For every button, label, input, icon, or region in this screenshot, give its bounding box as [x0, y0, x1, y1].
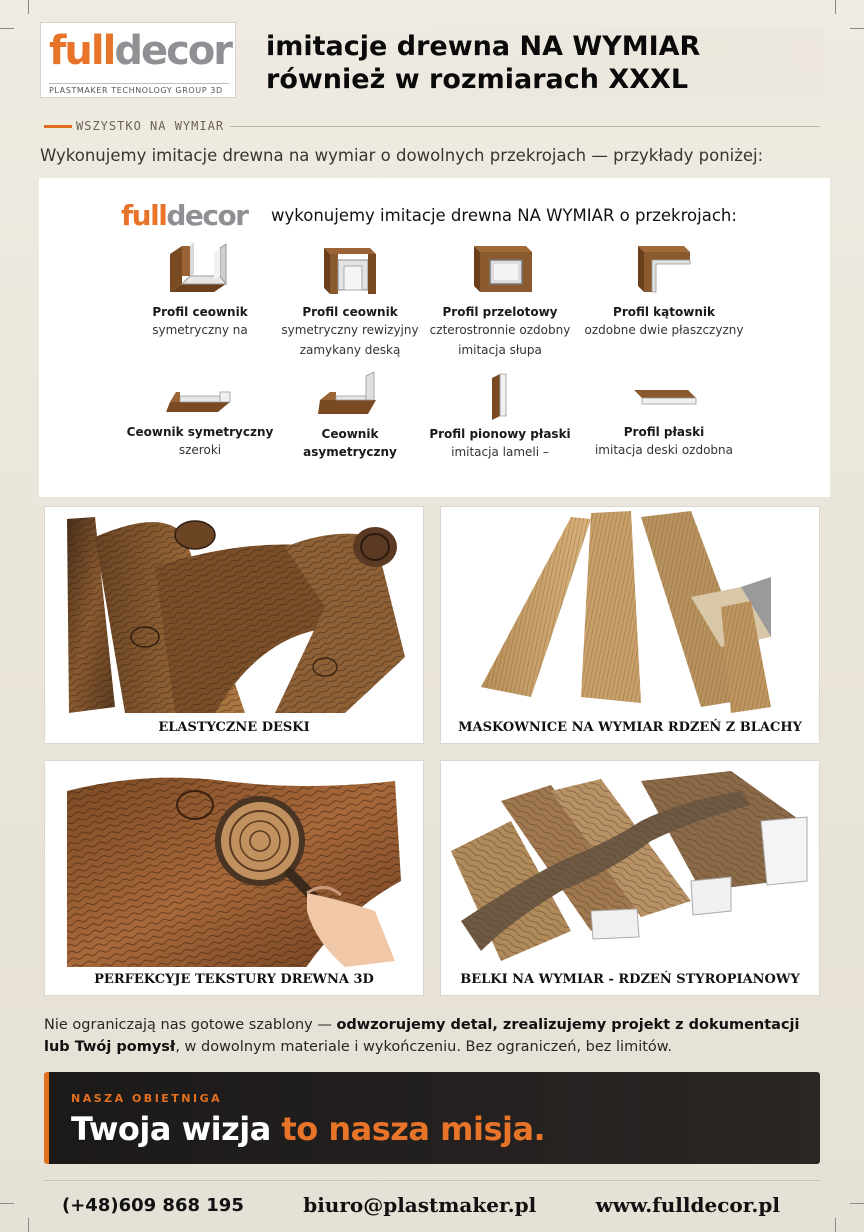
crop-mark [0, 1203, 14, 1204]
profile-name: Profil kątownik [613, 305, 715, 319]
profile-name: Profil ceownik [302, 305, 398, 319]
profile-desc: symetryczny na [152, 323, 248, 337]
tile-masking-profiles [440, 506, 820, 744]
headline [250, 30, 824, 96]
profile-item [415, 240, 585, 360]
section-tag-accent [44, 125, 72, 128]
foam-core-beams-image [441, 761, 819, 967]
tile-caption: PERFEKCYJE TEKSTURY DREWNA 3D [94, 972, 374, 987]
headline-line-1: imitacje drewna NA WYMIAR [266, 31, 701, 62]
tile-caption: BELKI NA WYMIAR - RDZEŃ STYROPIANOWY [460, 972, 800, 987]
panel-logo-decor: decor [166, 199, 248, 232]
wooden-covers-image [441, 507, 819, 715]
profiles-panel-title: wykonujemy imitacje drewna NA WYMIAR o przekrojach: [271, 206, 737, 225]
crop-mark [835, 1218, 836, 1232]
logo-tagline: PLASTMAKER TECHNOLOGY GROUP 3D [49, 83, 229, 95]
logo-decor-text: decor [114, 28, 231, 74]
tile-caption: ELASTYCZNE DESKI [158, 720, 310, 735]
profile-name: Ceownik symetryczny [126, 425, 274, 439]
magnifier-wood-image [45, 761, 423, 967]
profiles-panel [39, 178, 830, 497]
section-tag-text: WSZYSTKO NA WYMIAR [76, 119, 225, 133]
panel-logo-full: full [121, 199, 167, 232]
profile-desc: ozdobne dwie płaszczyzny [584, 323, 744, 337]
profile-desc-2: zamykany deską [299, 343, 401, 357]
contact-footer [44, 1190, 820, 1220]
box-profile-icon [460, 240, 540, 298]
profile-name: Profil pionowy płaski [429, 427, 571, 441]
section-tag [44, 117, 820, 135]
panel-logo [121, 200, 248, 232]
website-link[interactable]: www.fulldecor.pl [595, 1193, 780, 1217]
profile-item [415, 370, 585, 462]
profile-name: Ceownik [321, 427, 379, 441]
crop-mark [850, 28, 864, 29]
tile-flexible-boards [44, 506, 424, 744]
wood-planks-image [45, 507, 423, 715]
wide-channel-profile-icon [160, 378, 240, 418]
closing-text [44, 1014, 824, 1058]
profile-item [579, 240, 749, 340]
tile-caption: MASKOWNICE NA WYMIAR RDZEŃ Z BLACHY [458, 720, 802, 735]
banner-slogan-white: Twoja wizja [71, 1110, 282, 1148]
intro-text: Wykonujemy imitacje drewna na wymiar o dowolnych przekrojach — przykłady poniżej: [40, 146, 764, 165]
asymmetric-channel-profile-icon [310, 370, 390, 420]
profile-desc: asymetryczny [303, 445, 397, 459]
section-tag-rule [230, 126, 820, 127]
closing-part-2: , w dowolnym materiale i wykończeniu. Bez ograniczeń, bez limitów. [175, 1039, 672, 1055]
profile-name: Profil ceownik [152, 305, 248, 319]
fulldecor-logo [40, 22, 236, 98]
profile-item [115, 240, 285, 340]
profile-item [579, 378, 749, 460]
masking-profiles-photo [441, 507, 819, 715]
headline-line-2: również w rozmiarach XXXL [266, 64, 689, 95]
closing-part-1: Nie ograniczają nas gotowe szablony — [44, 1017, 337, 1033]
channel-profile-icon [160, 240, 240, 298]
angle-profile-icon [624, 240, 704, 298]
closing-bold: odwzorujemy detal, zrealizujemy projekt z dokumentacji lub Twój pomysł [44, 1017, 800, 1055]
crop-mark [28, 0, 29, 14]
tile-beams [440, 760, 820, 996]
profile-desc: imitacja deski ozdobna [594, 443, 734, 457]
profile-item [265, 370, 435, 460]
tile-3d-texture [44, 760, 424, 996]
footer-divider [44, 1180, 820, 1181]
promise-banner [44, 1072, 820, 1164]
profile-item [115, 378, 285, 460]
logo-wordmark [49, 27, 231, 75]
crop-mark [0, 28, 14, 29]
crop-mark [835, 0, 836, 14]
profile-desc: szeroki [178, 443, 222, 457]
profile-desc: symetryczny rewizyjny [281, 323, 419, 337]
profile-item [265, 240, 435, 360]
profile-desc-2: imitacja słupa [458, 343, 542, 357]
flexible-boards-photo [45, 507, 423, 715]
email-link[interactable]: biuro@plastmaker.pl [303, 1193, 537, 1217]
profile-desc: imitacja lameli – [451, 445, 549, 459]
profile-name: Profil płaski [623, 425, 705, 439]
flat-profile-icon [624, 378, 704, 418]
profile-desc: czterostronnie ozdobny [429, 323, 571, 337]
profile-name: Profil przelotowy [442, 305, 558, 319]
3d-texture-photo [45, 761, 423, 967]
inspection-channel-profile-icon [310, 240, 390, 298]
phone-number[interactable]: (+48)609 868 195 [62, 1194, 244, 1216]
crop-mark [28, 1218, 29, 1232]
crop-mark [850, 1203, 864, 1204]
banner-slogan [71, 1110, 545, 1148]
beams-photo [441, 761, 819, 967]
vertical-flat-profile-icon [460, 370, 540, 420]
logo-full-text: full [49, 28, 115, 74]
banner-kicker: NASZA OBIETNIGA [71, 1092, 223, 1105]
banner-slogan-orange: to nasza misja. [281, 1110, 546, 1148]
